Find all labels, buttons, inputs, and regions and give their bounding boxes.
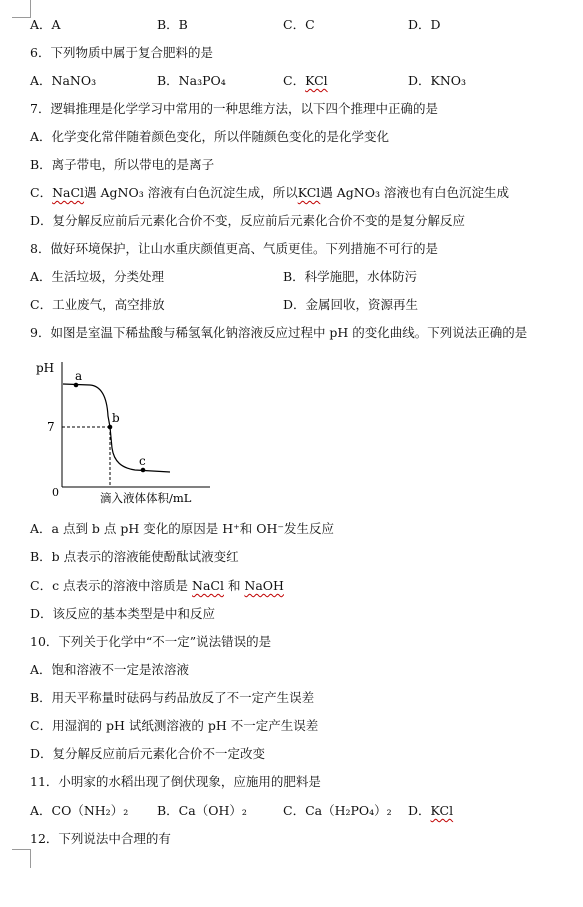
q7-c-mid: 遇 AgNO₃ 溶液有白色沉淀生成，所以 bbox=[84, 185, 298, 200]
q11-d-kcl: KCl bbox=[430, 803, 454, 818]
q8-option-c: C．工业废气，高空排放 bbox=[30, 297, 165, 312]
q9-c-naoh: NaOH bbox=[244, 578, 284, 593]
q7-stem: 7．逻辑推理是化学学习中常用的一种思维方法，以下四个推理中正确的是 bbox=[30, 101, 438, 116]
ph-curve-chart bbox=[30, 356, 220, 506]
ph-curve bbox=[63, 384, 170, 472]
q11-option-b: B．Ca（OH）₂ bbox=[157, 803, 247, 818]
q5-option-a: A．A bbox=[30, 17, 61, 32]
q6-option-b: B．Na₃PO₄ bbox=[157, 73, 226, 88]
q9-option-b: B．b 点表示的溶液能使酚酞试液变红 bbox=[30, 549, 239, 564]
q9-option-d: D．该反应的基本类型是中和反应 bbox=[30, 606, 216, 621]
y-tick-7: 7 bbox=[47, 420, 55, 434]
q10-option-b: B．用天平称量时砝码与药品放反了不一定产生误差 bbox=[30, 690, 315, 705]
q9-option-a: A．a 点到 b 点 pH 变化的原因是 H⁺和 OH⁻发生反应 bbox=[30, 521, 334, 536]
q8-stem: 8．做好环境保护，让山水重庆颜值更高、气质更佳。下列措施不可行的是 bbox=[30, 241, 438, 256]
origin-label: 0 bbox=[52, 486, 59, 499]
point-a bbox=[74, 383, 79, 388]
q6-option-a: A．NaNO₃ bbox=[30, 73, 97, 88]
q11-stem: 11．小明家的水稻出现了倒伏现象，应施用的肥料是 bbox=[30, 774, 321, 789]
q10-option-c: C．用湿润的 pH 试纸测溶液的 pH 不一定产生误差 bbox=[30, 718, 319, 733]
x-axis-label: 滴入液体体积/mL bbox=[100, 491, 192, 505]
q9-c-and: 和 bbox=[223, 578, 245, 593]
y-axis-label: pH bbox=[36, 361, 55, 375]
point-a-label: a bbox=[75, 369, 83, 383]
q7-c-prefix: C． bbox=[30, 185, 53, 200]
q6-option-d: D．KNO₃ bbox=[408, 73, 467, 88]
q11-d-prefix: D． bbox=[408, 803, 431, 818]
q10-option-a: A．饱和溶液不一定是浓溶液 bbox=[30, 662, 190, 677]
q5-option-c: C．C bbox=[283, 17, 315, 32]
q7-option-c bbox=[30, 185, 509, 201]
q5-option-b: B．B bbox=[157, 17, 188, 32]
q8-option-b: B．科学施肥，水体防污 bbox=[283, 269, 418, 284]
q11-option-a: A．CO（NH₂）₂ bbox=[30, 803, 129, 818]
page-corner-mark-top bbox=[12, 0, 31, 18]
q12-stem: 12．下列说法中合理的有 bbox=[30, 831, 171, 846]
q9-stem: 9．如图是室温下稀盐酸与稀氢氧化钠溶液反应过程中 pH 的变化曲线。下列说法正确的是 bbox=[30, 325, 528, 340]
point-c-label: c bbox=[139, 454, 146, 468]
point-b-label: b bbox=[112, 411, 120, 425]
q10-stem: 10．下列关于化学中“不一定”说法错误的是 bbox=[30, 634, 272, 649]
q6-option-c-prefix: C． bbox=[283, 73, 306, 88]
q11-option-d bbox=[408, 803, 453, 819]
q11-option-c: C．Ca（H₂PO₄）₂ bbox=[283, 803, 392, 818]
point-c bbox=[141, 468, 146, 473]
page-corner-mark-bottom bbox=[12, 849, 31, 868]
q7-c-kcl: KCl bbox=[297, 185, 321, 200]
q6-option-c-text: KCl bbox=[305, 73, 328, 88]
q8-option-d: D．金属回收，资源再生 bbox=[283, 297, 419, 312]
point-b bbox=[108, 425, 113, 430]
q7-option-a: A．化学变化常伴随着颜色变化，所以伴随颜色变化的是化学变化 bbox=[30, 129, 390, 144]
q7-option-d: D．复分解反应前后元素化合价不变，反应前后元素化合价不变的是复分解反应 bbox=[30, 213, 466, 228]
q9-c-prefix: C．c 点表示的溶液中溶质是 bbox=[30, 578, 193, 593]
q6-stem: 6．下列物质中属于复合肥料的是 bbox=[30, 45, 213, 60]
q5-option-d: D．D bbox=[408, 17, 441, 32]
q7-option-b: B．离子带电，所以带电的是离子 bbox=[30, 157, 215, 172]
q8-option-a: A．生活垃圾，分类处理 bbox=[30, 269, 165, 284]
q6-option-c bbox=[283, 73, 328, 89]
q7-c-nacl: NaCl bbox=[52, 185, 85, 200]
q10-option-d: D．复分解反应前后元素化合价不一定改变 bbox=[30, 746, 266, 761]
q9-option-c bbox=[30, 578, 284, 594]
q9-c-nacl: NaCl bbox=[192, 578, 224, 593]
q7-c-end: 遇 AgNO₃ 溶液也有白色沉淀生成 bbox=[320, 185, 509, 200]
